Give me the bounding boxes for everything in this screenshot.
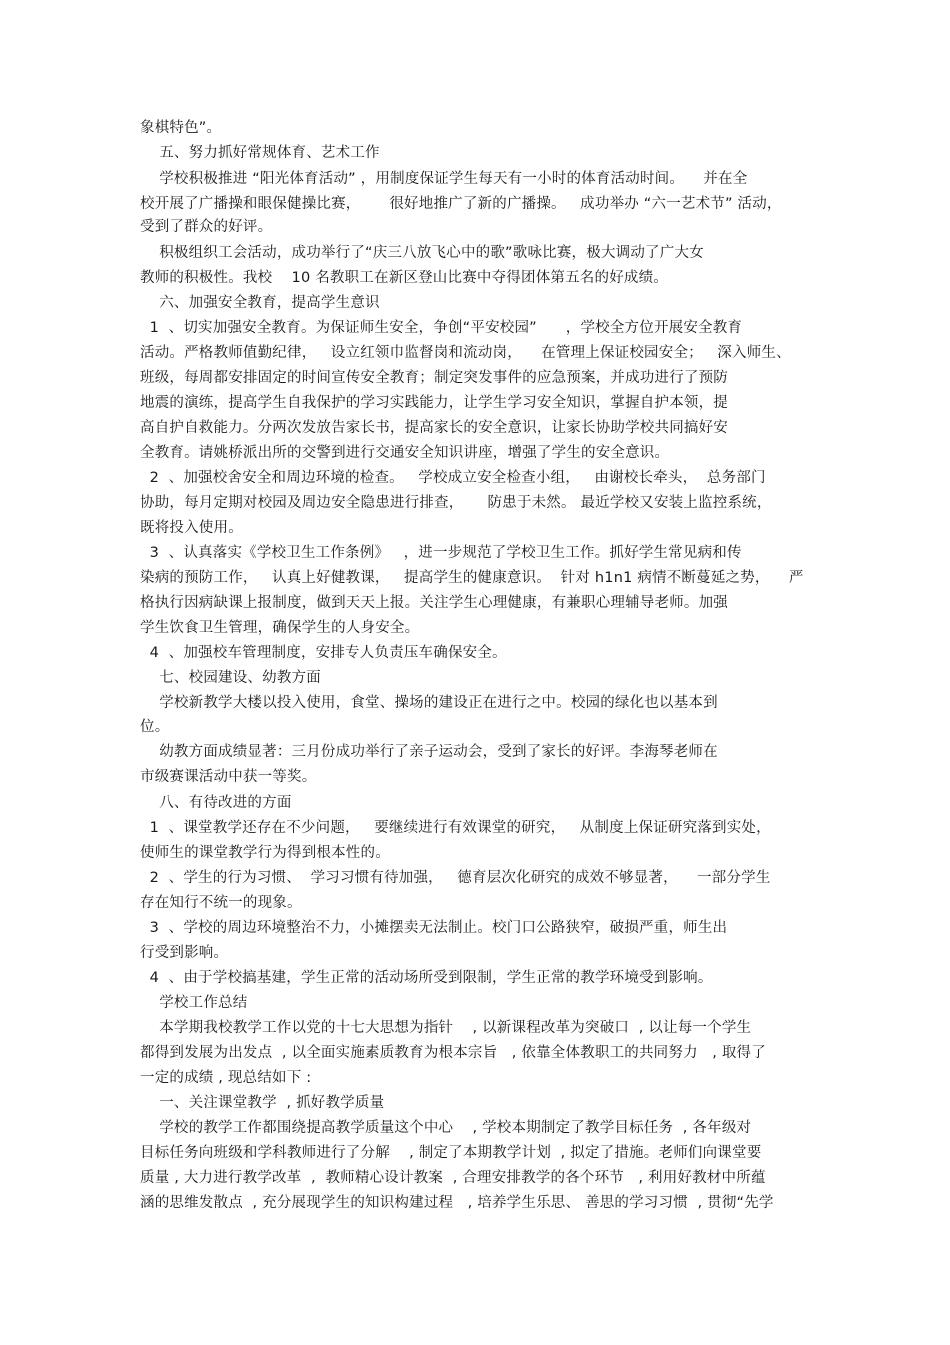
text-line: 学生饮食卫生管理，确保学生的人身安全。 — [140, 620, 420, 636]
section-heading: 五、努力抓好常规体育、艺术工作 — [140, 145, 380, 161]
text-line: 一定的成绩 , 现总结如下 : — [140, 1070, 312, 1086]
text-line: 协助，每月定期对校园及周边安全隐患进行排查， 防患于未然。 最近学校又安装上监控系统， — [140, 495, 772, 511]
text-line: 质量 , 大力进行教学改革 , 教师精心设计教案 , 合理安排教学的各个环节 , 利用好教材中所蕴 — [140, 1170, 766, 1186]
text-line: 象棋特色”。 — [140, 120, 222, 136]
text-line: 染病的预防工作， 认真上好健教课， 提高学生的健康意识。 针对 h1n1 病情不断蔓延之势， 严 — [140, 570, 804, 586]
section-heading: 八、有待改进的方面 — [140, 795, 292, 811]
text-line: 都得到发展为出发点 , 以全面实施素质教育为根本宗旨 , 依靠全体教职工的共同努力 , 取得了 — [140, 1045, 766, 1061]
text-line: 使师生的课堂教学行为得到根本性的。 — [140, 845, 390, 861]
text-line: 校开展了广播操和眼保健操比赛， 很好地推广了新的广播操。 成功举办 “六一艺术节” 活动， — [140, 196, 782, 212]
text-line: 位。 — [140, 719, 170, 735]
section-heading: 一、关注课堂教学 , 抓好教学质量 — [140, 1095, 385, 1111]
text-line: 目标任务向班级和学科教师进行了分解 , 制定了本期教学计划 , 拟定了措施。老师们向课堂要 — [140, 1145, 762, 1161]
text-line: 3 、认真落实《学校卫生工作条例》 ，进一步规范了学校卫生工作。抓好学生常见病和传 — [140, 545, 742, 561]
text-line: 2 、加强校舍安全和周边环境的检查。 学校成立安全检查小组， 由谢校长牵头， 总务部门 — [140, 470, 766, 486]
text-line: 既将投入使用。 — [140, 520, 243, 536]
text-line: 4 、加强校车管理制度，安排专人负责压车确保安全。 — [140, 645, 507, 661]
text-line: 市级赛课活动中获一等奖。 — [140, 769, 317, 785]
text-line: 本学期我校教学工作以党的十七大思想为指针 , 以新课程改革为突破口 , 以让每一个学生 — [140, 1020, 752, 1036]
text-line: 学校的教学工作都围绕提高教学质量这个中心 , 学校本期制定了教学目标任务 , 各年级对 — [140, 1120, 752, 1136]
text-line: 涵的思维发散点 , 充分展现学生的知识构建过程 , 培养学生乐思、 善思的学习习惯 , 贯彻“先学 — [140, 1195, 774, 1211]
text-line: 行受到影响。 — [140, 945, 229, 961]
text-line: 学校积极推进 “阳光体育活动” ，用制度保证学生每天有一小时的体育活动时间。 并在全 — [140, 171, 748, 187]
text-line: 高自护自救能力。分两次发放告家长书，提高家长的安全意识，让家长协助学校共同搞好安 — [140, 420, 728, 436]
text-line: 活动。严格教师值勤纪律， 设立红领巾监督岗和流动岗， 在管理上保证校园安全； 深入师生、 — [140, 345, 791, 361]
text-line: 1 、课堂教学还存在不少问题， 要继续进行有效课堂的研究， 从制度上保证研究落到实处， — [140, 820, 771, 836]
text-line: 教师的积极性。我校 10 名教职工在新区登山比赛中夺得团体第五名的好成绩。 — [140, 270, 668, 286]
text-line: 3 、学校的周边环境整治不力，小摊摆卖无法制止。校门口公路狭窄，破损严重，师生出 — [140, 920, 728, 936]
section-heading: 学校工作总结 — [140, 995, 248, 1011]
text-line: 1 、切实加强安全教育。为保证师生安全，争创“平安校园” ，学校全方位开展安全教育 — [140, 320, 743, 336]
text-line: 2 、学生的行为习惯、 学习习惯有待加强， 德育层次化研究的成效不够显著， 一部分学生 — [140, 870, 771, 886]
text-line: 格执行因病缺课上报制度，做到天天上报。关注学生心理健康，有兼职心理辅导老师。加强 — [140, 595, 728, 611]
text-line: 存在知行不统一的现象。 — [140, 895, 302, 911]
text-line: 全教育。请姚桥派出所的交警到进行交通安全知识讲座，增强了学生的安全意识。 — [140, 445, 670, 461]
text-line: 地震的演练，提高学生自我保护的学习实践能力，让学生学习安全知识，掌握自护本领，提 — [140, 395, 728, 411]
section-heading: 六、加强安全教育，提高学生意识 — [140, 295, 380, 311]
section-heading: 七、校园建设、幼教方面 — [140, 670, 321, 686]
text-line: 积极组织工会活动，成功举行了“庆三八放飞心中的歌”歌咏比赛，极大调动了广大女 — [140, 245, 704, 261]
text-line: 学校新教学大楼以投入使用，食堂、操场的建设正在进行之中。校园的绿化也以基本到 — [140, 695, 718, 711]
text-line: 班级，每周都安排固定的时间宣传安全教育；制定突发事件的应急预案，并成功进行了预防 — [140, 370, 728, 386]
text-line: 幼教方面成绩显著：三月份成功举行了亲子运动会，受到了家长的好评。李海琴老师在 — [140, 744, 718, 760]
text-line: 受到了群众的好评。 — [140, 219, 273, 235]
text-line: 4 、由于学校搞基建，学生正常的活动场所受到限制，学生正常的教学环境受到影响。 — [140, 970, 713, 986]
